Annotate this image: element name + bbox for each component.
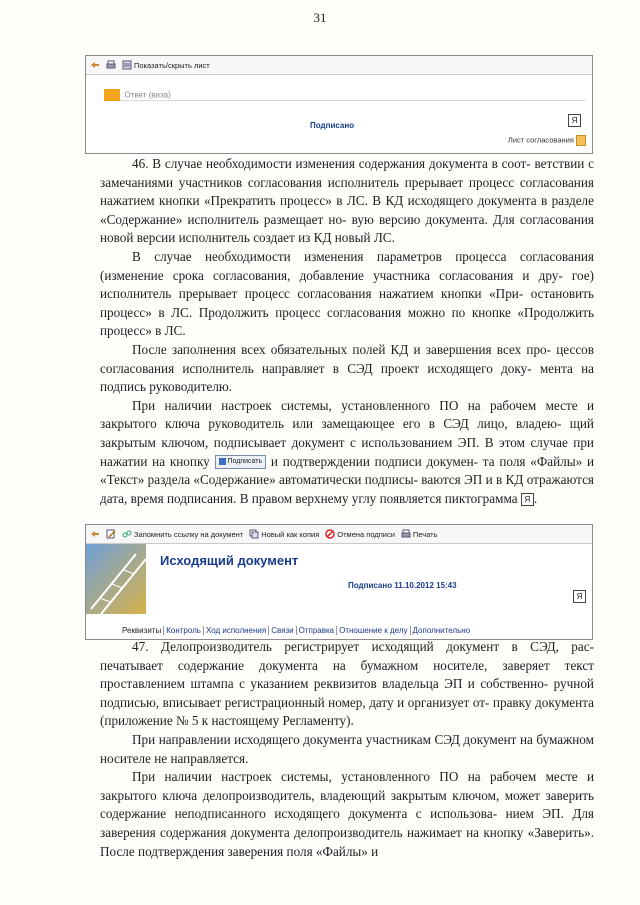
- paragraph-46-params: В случае необходимости изменения параметров процесса согласования (изменение срока согласования, добавление участника согласования и дру- гое) исполнитель прерывает процесс согласования нажатием кнопки «При- остановить процесс» в ЛС. Продолжить процесс согласования можно по кнопке «Продолжить процесс» в ЛС.: [100, 248, 594, 339]
- new-copy-button[interactable]: [249, 529, 319, 539]
- paragraph-46-block: [100, 155, 594, 508]
- back-arrow-icon[interactable]: [90, 529, 100, 539]
- remember-link-button[interactable]: [122, 529, 243, 539]
- page-number: 31: [313, 10, 327, 25]
- paragraph-46-sign: При наличии настроек системы, установленного ПО на рабочем месте и закрытого ключа руководитель или замещающее его в СЭД лицо, владею- щий закрытым ключом, подписывает документ с использованием ЭП. В этом случае при нажатии на кнопку Подписать и подтверждении подписи докумен- та поля «Файлы» и «Текст» раздела «Содержание» автоматически подписы- ваются ЭП и в КД отражаются дата, время подписания. В правом верхнему углу появляется пиктограмма Я .: [100, 397, 594, 506]
- toggle-sheet-button[interactable]: [122, 60, 210, 70]
- sheet-icon: [122, 60, 132, 70]
- outgoing-document-screenshot: [85, 524, 593, 640]
- sign-text-end: и подтверждении подписи докумен- та поля «Файлы» и «Текст» раздела «Содержание» автоматически подписы- ваются ЭП и в КД отражаются дата, время подписания. В правом верхнему углу появляется пиктограмма: [100, 453, 594, 506]
- print-button[interactable]: [401, 529, 438, 539]
- tab-control[interactable]: Контроль: [164, 626, 204, 635]
- sign-button[interactable]: [215, 455, 267, 469]
- remember-link-label: Запомнить ссылку на документ: [134, 529, 244, 539]
- paragraph-46-submit: После заполнения всех обязательных полей КД и завершения всех про- цессов согласования исполнитель направляет в СЭД проект исходящего доку- мента на подпись руководителю.: [100, 341, 594, 395]
- tab-links[interactable]: Связи: [269, 626, 296, 635]
- sign-text-start: При наличии настроек системы, установленного ПО на рабочем месте и закрытого ключа руководитель или замещающее его в СЭД лицо, владею- щий закрытым ключом, подписывает документ с использованием ЭП. В этом случае при нажатии на кнопку: [100, 397, 594, 469]
- link-icon: [122, 529, 132, 539]
- document-toolbar: [86, 525, 592, 544]
- tab-progress[interactable]: Ход исполнения: [204, 626, 269, 635]
- approval-sheet-link[interactable]: [508, 135, 586, 146]
- approval-sheet-label: Лист согласования: [507, 135, 574, 145]
- signature-pictogram-icon: Я: [521, 493, 534, 506]
- document-banner-graphic: [86, 544, 146, 614]
- copy-icon: [249, 529, 259, 539]
- ladder-graphic: [86, 544, 146, 614]
- visa-field-label: Ответ (виза): [124, 90, 171, 100]
- sign-button-label: Подписать: [227, 458, 263, 466]
- document-icon: [576, 135, 586, 146]
- paragraph-47-block: [100, 638, 594, 861]
- new-copy-label: Новый как копия: [261, 529, 320, 539]
- print-label: Печать: [412, 529, 438, 539]
- paragraph-47: 47. Делопроизводитель регистрирует исходящий документ в СЭД, рас- печатывает содержание документа на бумажном носителе, заверяет текст проставлением штампа с указанием реквизитов владельца ЭП и собственно- ручной подписью, вписывает регистрационный номер, дату и организует от- правку документа (приложение № 5 к настоящему Регламенту).: [100, 639, 594, 729]
- visa-marker: [104, 89, 120, 101]
- screenshot-toolbar: [86, 56, 592, 75]
- signature-sheet-screenshot: [85, 55, 593, 154]
- signed-status: Подписано: [310, 121, 355, 130]
- tab-sending[interactable]: Отправка: [297, 626, 338, 635]
- signature-icon: Я: [573, 590, 586, 603]
- cancel-signature-label: Отмена подписи: [337, 529, 395, 539]
- paragraph-46: 46. В случае необходимости изменения содержания документа в соот- ветствии с замечаниями участников согласования исполнитель прерывает процесс согласования нажатием кнопки «Прекратить процесс» в ЛС. В КД исходящего документа в разделе «Содержание» исполнитель размещает но- вую версию документа. Для согласования новой версии исполнитель создает из КД новый ЛС.: [100, 156, 594, 246]
- tab-requisites[interactable]: Реквизиты: [120, 626, 164, 635]
- cancel-signature-button[interactable]: [325, 529, 395, 539]
- paragraph-47-paper: При направлении исходящего документа участникам СЭД документ на бумажном носителе не направляется.: [100, 731, 594, 766]
- tab-case-relation[interactable]: Отношение к делу: [337, 626, 410, 635]
- tab-additional[interactable]: Дополнительно: [412, 626, 471, 635]
- back-arrow-icon[interactable]: [90, 60, 100, 70]
- paragraph-47-certify: При наличии настроек системы, установленного ПО на рабочем месте и закрытого ключа делопроизводитель, владеющий закрытым ключом, может заверить содержание неподписанного исходящего документа с использова- нием ЭП. Для заверения содержания документа делопроизводитель нажимает на кнопку «Заверить». После подтверждения заверения поля «Файлы» и: [100, 769, 594, 859]
- signature-icon: Я: [568, 114, 581, 127]
- visa-field[interactable]: [104, 86, 586, 101]
- document-tabs: [120, 626, 472, 635]
- edit-icon[interactable]: [106, 529, 116, 539]
- signed-datetime: Подписано 11.10.2012 15:43: [348, 581, 457, 590]
- print-icon[interactable]: [106, 60, 116, 70]
- cancel-icon: [325, 529, 335, 539]
- print-icon: [401, 529, 411, 539]
- document-title: Исходящий документ: [160, 553, 299, 568]
- sign-button-icon: [219, 458, 226, 465]
- toggle-sheet-label: Показать/скрыть лист: [134, 60, 210, 70]
